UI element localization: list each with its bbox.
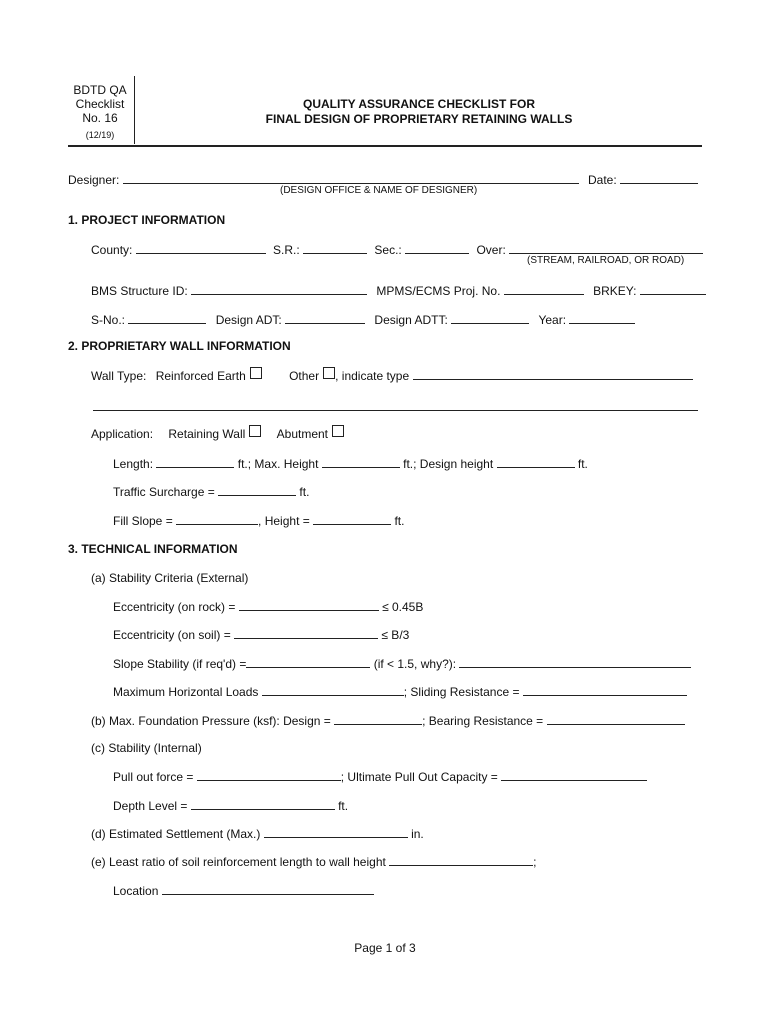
indicate-type-label: , indicate type: [335, 369, 410, 383]
settlement-unit: in.: [411, 827, 424, 841]
title-line2: FINAL DESIGN OF PROPRIETARY RETAINING WALLS: [265, 112, 573, 126]
retaining-wall-label: Retaining Wall: [168, 427, 246, 441]
year-label: Year:: [538, 313, 567, 327]
traffic-label: Traffic Surcharge =: [113, 485, 215, 499]
slope-why-field[interactable]: [459, 656, 691, 668]
slope-why-label: (if < 1.5, why?):: [373, 657, 457, 671]
reinforced-earth-checkbox[interactable]: [250, 367, 262, 379]
designer-label: Designer:: [68, 173, 120, 187]
foundation-label: (b) Max. Foundation Pressure (ksf): Design =: [91, 714, 331, 728]
max-horiz-label: Maximum Horizontal Loads: [113, 685, 259, 699]
adt-label: Design ADT:: [215, 313, 282, 327]
doc-id-line3: No. 16: [82, 111, 118, 125]
sec-field[interactable]: [405, 242, 469, 254]
max-height-field[interactable]: [322, 456, 400, 468]
location-row: [113, 883, 374, 898]
doc-id-line1: BDTD QA: [73, 83, 127, 97]
ecc-rock-label: Eccentricity (on rock) =: [113, 600, 236, 614]
wall-type-row: [91, 367, 693, 383]
application-label: Application:: [91, 427, 154, 441]
ratio-field[interactable]: [389, 854, 533, 866]
fill-height-field[interactable]: [313, 513, 391, 525]
depth-label: Depth Level =: [113, 799, 188, 813]
designer-field[interactable]: [123, 172, 579, 184]
design-height-label: ft.; Design height: [403, 457, 494, 471]
ecc-soil-row: [113, 627, 409, 642]
depth-field[interactable]: [191, 798, 335, 810]
ult-pullout-field[interactable]: [501, 769, 647, 781]
depth-unit: ft.: [338, 799, 349, 813]
settlement-field[interactable]: [264, 826, 408, 838]
indicate-type-line2[interactable]: [93, 410, 698, 411]
length-row: [113, 456, 588, 471]
ratio-row: [91, 854, 537, 869]
fill-height-unit: ft.: [394, 514, 405, 528]
length-label: Length:: [113, 457, 154, 471]
ratio-label: (e) Least ratio of soil reinforcement length to wall height: [91, 855, 386, 869]
sliding-field[interactable]: [523, 684, 687, 696]
ecc-soil-label: Eccentricity (on soil) =: [113, 628, 231, 642]
reinforced-earth-label: Reinforced Earth: [155, 369, 246, 383]
bearing-label: ; Bearing Resistance =: [422, 714, 544, 728]
brkey-field[interactable]: [640, 283, 706, 295]
ecc-soil-field[interactable]: [234, 627, 378, 639]
ult-pullout-label: ; Ultimate Pull Out Capacity =: [340, 770, 498, 784]
abutment-checkbox[interactable]: [332, 425, 344, 437]
brkey-label: BRKEY:: [593, 284, 637, 298]
wall-type-label: Wall Type:: [91, 369, 147, 383]
location-field[interactable]: [162, 883, 374, 895]
slope-row: [113, 656, 691, 671]
sr-field[interactable]: [303, 242, 367, 254]
sno-row: [91, 312, 635, 327]
ecc-rock-field[interactable]: [239, 599, 379, 611]
settlement-label: (d) Estimated Settlement (Max.): [91, 827, 261, 841]
ratio-semicolon: ;: [533, 855, 537, 869]
date-field[interactable]: [620, 172, 698, 184]
fill-slope-field[interactable]: [176, 513, 258, 525]
date-row: [588, 172, 698, 187]
bms-field[interactable]: [191, 283, 367, 295]
sr-label: S.R.:: [273, 243, 300, 257]
section-2-title: 2. PROPRIETARY WALL INFORMATION: [68, 339, 291, 353]
fill-slope-label: Fill Slope =: [113, 514, 173, 528]
sec-label: Sec.:: [374, 243, 402, 257]
bms-label: BMS Structure ID:: [91, 284, 188, 298]
fill-height-label: , Height =: [258, 514, 310, 528]
page-title: [134, 97, 704, 127]
adtt-field[interactable]: [451, 312, 529, 324]
page-number: Page 1 of 3: [354, 941, 416, 955]
fill-slope-row: [113, 513, 404, 528]
indicate-type-field[interactable]: [413, 368, 693, 380]
year-field[interactable]: [569, 312, 635, 324]
other-label: Other: [289, 369, 320, 383]
doc-id: [68, 83, 132, 142]
stability-internal-heading: (c) Stability (Internal): [91, 741, 202, 755]
horiz-row: [113, 684, 687, 699]
over-label: Over:: [476, 243, 506, 257]
design-height-field[interactable]: [497, 456, 575, 468]
pullout-label: Pull out force =: [113, 770, 194, 784]
county-label: County:: [91, 243, 133, 257]
sno-field[interactable]: [128, 312, 206, 324]
mpms-label: MPMS/ECMS Proj. No.: [376, 284, 501, 298]
doc-id-line2: Checklist: [75, 97, 125, 111]
pullout-row: [113, 769, 647, 784]
foundation-row: [91, 713, 685, 728]
section-3-title: 3. TECHNICAL INFORMATION: [68, 542, 238, 556]
pullout-field[interactable]: [197, 769, 341, 781]
mpms-field[interactable]: [504, 283, 584, 295]
traffic-field[interactable]: [218, 484, 296, 496]
sliding-label: ; Sliding Resistance =: [403, 685, 520, 699]
traffic-row: [113, 484, 309, 499]
adtt-label: Design ADTT:: [374, 313, 448, 327]
ecc-rock-limit: ≤ 0.45B: [382, 600, 424, 614]
ecc-soil-limit: ≤ B/3: [381, 628, 410, 642]
date-label: Date:: [588, 173, 617, 187]
slope-field[interactable]: [246, 656, 370, 668]
retaining-wall-checkbox[interactable]: [249, 425, 261, 437]
max-horiz-field[interactable]: [262, 684, 404, 696]
over-note: (STREAM, RAILROAD, OR ROAD): [527, 255, 685, 266]
section-1-title: 1. PROJECT INFORMATION: [68, 213, 226, 227]
design-height-unit: ft.: [577, 457, 588, 471]
bearing-field[interactable]: [547, 713, 685, 725]
over-field[interactable]: [509, 242, 703, 254]
title-line1: QUALITY ASSURANCE CHECKLIST FOR: [302, 97, 535, 111]
depth-row: [113, 798, 348, 813]
header-rule: [68, 145, 702, 147]
location-label: Location: [113, 884, 159, 898]
county-field[interactable]: [136, 242, 266, 254]
abutment-label: Abutment: [276, 427, 329, 441]
bms-row: [91, 283, 706, 298]
other-checkbox[interactable]: [323, 367, 335, 379]
slope-label: Slope Stability (if req'd) =: [113, 657, 247, 671]
adt-field[interactable]: [285, 312, 365, 324]
stability-external-heading: (a) Stability Criteria (External): [91, 571, 249, 585]
ecc-rock-row: [113, 599, 423, 614]
foundation-design-field[interactable]: [334, 713, 422, 725]
application-row: [91, 425, 344, 441]
designer-note: (DESIGN OFFICE & NAME OF DESIGNER): [280, 185, 478, 196]
traffic-unit: ft.: [299, 485, 310, 499]
settlement-row: [91, 826, 424, 841]
max-height-label: ft.; Max. Height: [237, 457, 319, 471]
length-field[interactable]: [156, 456, 234, 468]
sno-label: S-No.:: [91, 313, 126, 327]
doc-revision: (12/19): [85, 130, 115, 140]
